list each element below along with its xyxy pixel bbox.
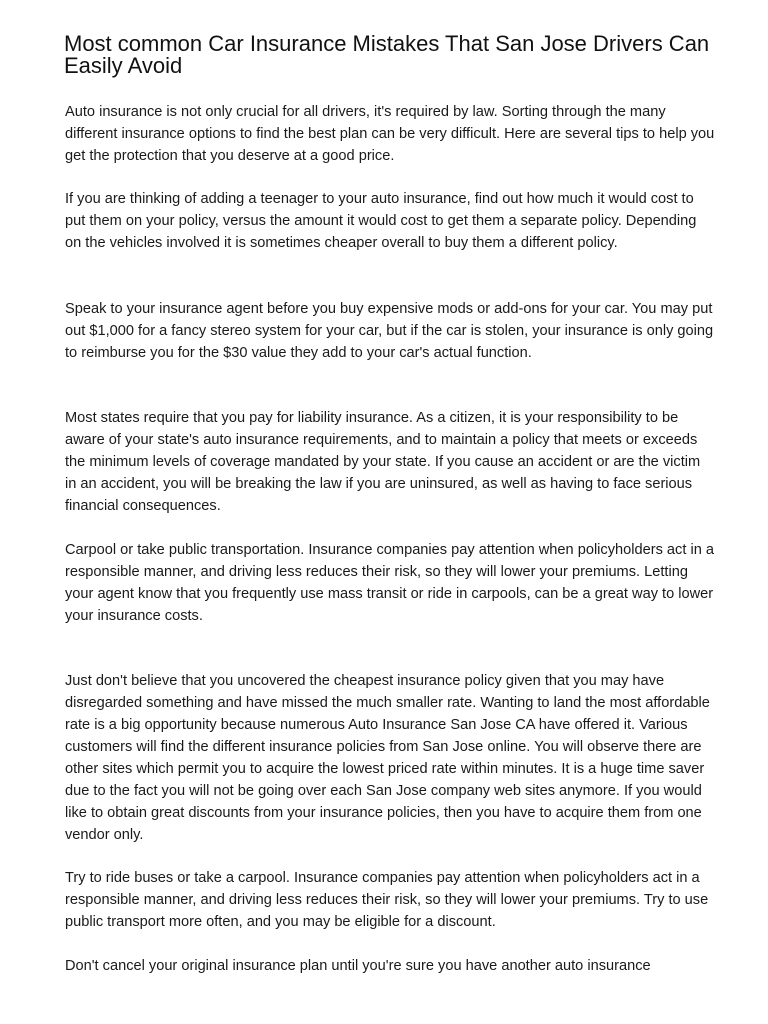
page-title: Most common Car Insurance Mistakes That San Jose Drivers Can Easily Avoid [64, 31, 710, 78]
paragraph-cheapest-policy: Just don't believe that you uncovered the cheapest insurance policy given that you may have disregarded something and have missed the much smaller rate. Wanting to land the most affordable rate is a big opportunity because numerous Auto Insurance San Jose CA have offered it. Various customers will find the different insurance policies from San Jose online. You will observe there are other sites which permit you to acquire the lowest priced rate within minutes. It is a huge time saver due to the fact you will not be going over each San Jose company web sites anymore. If you would like to obtain great discounts from your insurance policies, then you have to acquire them from one vendor only. [65, 673, 710, 843]
paragraph-mods: Speak to your insurance agent before you buy expensive mods or add-ons for your car. You may put out $1,000 for a fancy stereo system for your car, but if the car is stolen, your insurance is only going to reimburse you for the $30 value they add to your car's actual function. [65, 301, 714, 361]
paragraph-intro: Auto insurance is not only crucial for all drivers, it's required by law. Sorting through the many different insurance options to find the best plan can be very difficult. Here are several tips to help you get the protection that you deserve at a good price. [65, 104, 715, 164]
paragraph-carpool: Carpool or take public transportation. Insurance companies pay attention when policyholders act in a responsible manner, and driving less reduces their risk, so they will lower your premiums. Letting your agent know that you frequently use mass transit or ride in carpools, can be a great way to lower your insurance costs. [65, 542, 714, 624]
paragraph-cancel: Don't cancel your original insurance plan until you're sure you have another auto insurance [65, 958, 651, 974]
paragraph-buses: Try to ride buses or take a carpool. Insurance companies pay attention when policyholders act in a responsible manner, and driving less reduces their risk, so they will lower your premiums. Try to use public transport more often, and you may be eligible for a discount. [65, 870, 709, 930]
paragraph-teenager: If you are thinking of adding a teenager to your auto insurance, find out how much it would cost to put them on your policy, versus the amount it would cost to get them a separate policy. Depending on the vehicles involved it is sometimes cheaper overall to buy them a different policy. [65, 191, 697, 251]
paragraph-liability: Most states require that you pay for liability insurance. As a citizen, it is your responsibility to be aware of your state's auto insurance requirements, and to maintain a policy that meets or exceeds the minimum levels of coverage mandated by your state. If you cause an accident or are the victim in an accident, you will be breaking the law if you are uninsured, as well as having to face serious financial consequences. [65, 410, 701, 514]
